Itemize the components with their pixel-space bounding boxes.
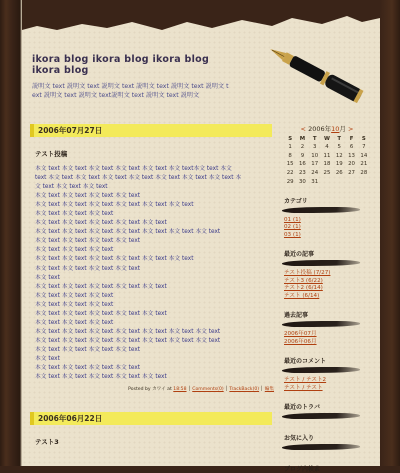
sidebar-heading-favorites: お気に入り: [284, 435, 315, 443]
calendar-day: 21: [360, 161, 368, 168]
category-item[interactable]: [284, 217, 370, 225]
body-line: 本文 text 本文 text 本文 text 本文 text 本文 text 本文 text 本文 text: [35, 229, 221, 236]
calendar-day: 9: [300, 152, 305, 159]
archive-link[interactable]: 2006年06月: [284, 338, 317, 345]
body-line: 本文 text 本文 text 本文 text 本文 text 本文 text 本文 text 本文 text: [35, 328, 221, 335]
footer-separator: │: [188, 387, 191, 393]
site-title[interactable]: ikora blog ikora blog ikora blog ikora blog: [32, 54, 210, 76]
site-description: 説明文 text 説明文 text 説明文 text 説明文 text 説明文 text 説明文 text 説明文 text 説明文 text説明文 text 説明文 text 説明文: [32, 83, 229, 99]
calendar-day: 13: [348, 152, 355, 159]
calendar-day: 15: [286, 161, 294, 168]
archive-list: [284, 331, 370, 346]
calendar-day: 16: [298, 161, 306, 168]
permalink-time[interactable]: 18:58: [173, 387, 187, 393]
edit-link[interactable]: 編集: [264, 387, 274, 393]
calendar-day: 19: [335, 161, 343, 168]
weekday: S: [288, 136, 293, 142]
body-line: 本文 text 本文 text 本文 text: [35, 292, 114, 299]
brush-stroke-divider: [282, 444, 361, 450]
weekday: F: [349, 136, 354, 142]
calendar-day: 20: [348, 161, 355, 168]
body-line: 文 text 本文 text 本文 text: [35, 184, 108, 191]
category-item[interactable]: [284, 224, 370, 232]
weekday: W: [324, 136, 330, 142]
calendar-day: 1: [288, 144, 292, 151]
body-line: 本文 text 本文 text 本文 text: [35, 247, 114, 254]
archive-link[interactable]: 2006年07月: [284, 331, 317, 338]
body-line: 本文 text 本文 text 本文 text: [35, 211, 114, 218]
calendar-day: 4: [325, 144, 329, 151]
body-line: 本文 text 本文 text 本文 text 本文 text 本文 text: [35, 220, 167, 227]
body-line: 本文 text: [35, 274, 60, 281]
entry-date-bar: [30, 124, 272, 137]
body-line: 本文 text 本文 text 本文 text 本文 text: [35, 193, 141, 200]
recent-comments-list: [284, 377, 370, 392]
comments-link[interactable]: Comments(0): [192, 387, 224, 393]
calendar-day: 22: [286, 170, 294, 177]
trackback-link[interactable]: TrackBack(0): [229, 387, 260, 393]
entry-footer: [32, 386, 274, 392]
body-line: 本文 text 本文 text 本文 text 本文 text 本文 text: [35, 283, 167, 290]
calendar-day: [345, 177, 357, 186]
recent-comment-item[interactable]: [284, 377, 370, 385]
calendar-day: 14: [360, 152, 368, 159]
entry-date-bar: [30, 412, 272, 425]
calendar-day: 3: [312, 144, 317, 151]
entry-title[interactable]: テスト投稿: [35, 150, 68, 158]
body-line: 本文 text 本文 text 本文 text 本文 text: [35, 365, 141, 372]
archive-item[interactable]: [284, 339, 370, 347]
body-line: 本文 text: [35, 355, 60, 362]
body-line: 本文 text 本文 text 本文 text 本文 text: [35, 238, 141, 245]
brush-stroke-divider: [282, 321, 361, 327]
brush-stroke-divider: [282, 413, 361, 419]
weekday: T: [337, 136, 342, 142]
calendar-day: 17: [311, 161, 319, 168]
recent-comment-item[interactable]: [284, 385, 370, 393]
sidebar-heading-recent-trackbacks: 最近のトラバ: [284, 404, 321, 412]
calendar-day: 2: [300, 144, 305, 151]
body-line: 本文 text 本文 text 本文 text 本文 text 本文 text 本文 text: [35, 256, 194, 263]
calendar-month-suffix: 月: [339, 125, 346, 133]
weekday: T: [312, 136, 317, 142]
calendar: [284, 135, 370, 186]
sidebar-heading-recent-comments: 最近のコメント: [284, 358, 327, 366]
category-link[interactable]: 01 (1): [284, 216, 301, 223]
body-line: 本文 text 本文 text 本文 text 本文 text 本文 text 本文 text: [35, 202, 194, 209]
calendar-day: 28: [360, 170, 368, 177]
posted-by: Posted by カワイ at: [128, 387, 172, 393]
calendar-day: 12: [335, 152, 343, 159]
calendar-day: 23: [298, 170, 306, 177]
calendar-day: 30: [298, 178, 306, 185]
sidebar-heading-archives: 過去記事: [284, 312, 309, 320]
entry-body: [35, 165, 272, 382]
calendar-day: 10: [311, 152, 319, 159]
calendar-day: [321, 177, 333, 186]
entry-date: 2006年06月22日: [38, 414, 103, 424]
recent-posts-list: [284, 270, 370, 300]
footer-separator: │: [225, 387, 228, 393]
site-header: [32, 54, 232, 100]
calendar-day: 5: [337, 144, 341, 151]
body-line: 本文 text 本文 text 本文 text 本文 text 本文 text: [35, 374, 167, 381]
calendar-day: 7: [362, 144, 366, 151]
body-line: 本文 text 本文 text 本文 text: [35, 319, 114, 326]
category-link[interactable]: 02 (1): [284, 224, 301, 231]
calendar-day: 26: [335, 170, 343, 177]
body-line: 本文 text 本文 text 本文 text: [35, 301, 114, 308]
sidebar-heading-recent-posts: 最近の記事: [284, 251, 315, 259]
calendar-day: 27: [348, 170, 355, 177]
main-content: [32, 124, 272, 453]
weekday: M: [299, 136, 306, 142]
calendar-next-link[interactable]: >: [347, 125, 354, 133]
recent-post-link[interactable]: テスト (6/14): [284, 292, 320, 299]
recent-post-link[interactable]: テスト2 (6/14): [284, 285, 323, 292]
calendar-day: 24: [311, 170, 319, 177]
fountain-pen-icon: [262, 34, 372, 114]
brush-stroke-divider: [282, 207, 361, 213]
brush-stroke-divider: [282, 367, 361, 373]
calendar-day: 18: [323, 161, 331, 168]
calendar-day: 31: [311, 178, 319, 185]
body-line: 本文 text 本文 text 本文 text 本文 text 本文 text 本文 text本文 text 本文: [35, 166, 232, 172]
archive-item[interactable]: [284, 331, 370, 339]
calendar-month[interactable]: 10: [331, 125, 340, 133]
recent-post-item[interactable]: [284, 293, 370, 301]
calendar-day: 8: [288, 152, 292, 159]
entry-date: 2006年07月27日: [38, 126, 103, 135]
weekday: S: [361, 136, 366, 142]
recent-comment-link[interactable]: テスト / テスト2: [284, 377, 327, 384]
body-line: 本文 text 本文 text 本文 text 本文 text 本文 text 本文 text 本文 text: [35, 337, 221, 344]
category-list: [284, 217, 370, 240]
brush-stroke-divider: [282, 260, 361, 266]
calendar-day: 11: [323, 152, 331, 159]
recent-post-item[interactable]: [284, 270, 370, 278]
sidebar-heading-blog-search: ブログ内検索: [284, 466, 321, 473]
calendar-header: [284, 124, 370, 133]
sidebar-heading-categories: カテゴリ: [284, 197, 308, 205]
category-link[interactable]: 03 (1): [284, 231, 301, 238]
footer-separator: │: [260, 387, 264, 393]
recent-post-link[interactable]: テスト投稿 (7/27): [284, 270, 331, 277]
body-line: 本文 text 本文 text 本文 text 本文 text: [35, 265, 141, 272]
sidebar: [284, 124, 370, 473]
calendar-day: [358, 177, 370, 186]
category-item[interactable]: [284, 232, 370, 240]
torn-paper-edge: [22, 0, 380, 32]
calendar-day: 6: [349, 144, 354, 151]
body-line: 本文 text 本文 text 本文 text 本文 text 本文 text: [35, 310, 167, 317]
calendar-year: 2006年: [308, 125, 332, 133]
body-line: text 本文 text 本文 text 本文 text 本文 text 本文 text 本文 text 本文 text 本: [35, 175, 242, 182]
recent-post-link[interactable]: テスト3 (6/22): [284, 277, 323, 284]
recent-post-item[interactable]: [284, 285, 370, 293]
calendar-prev-link[interactable]: <: [300, 125, 306, 133]
entry-title[interactable]: テスト3: [35, 438, 59, 447]
recent-comment-link[interactable]: テスト / テスト: [284, 384, 323, 391]
calendar-day: 25: [323, 170, 331, 177]
body-line: 本文 text 本文 text 本文 text 本文 text: [35, 346, 141, 353]
calendar-day: 29: [286, 178, 294, 185]
calendar-day: [333, 177, 345, 186]
